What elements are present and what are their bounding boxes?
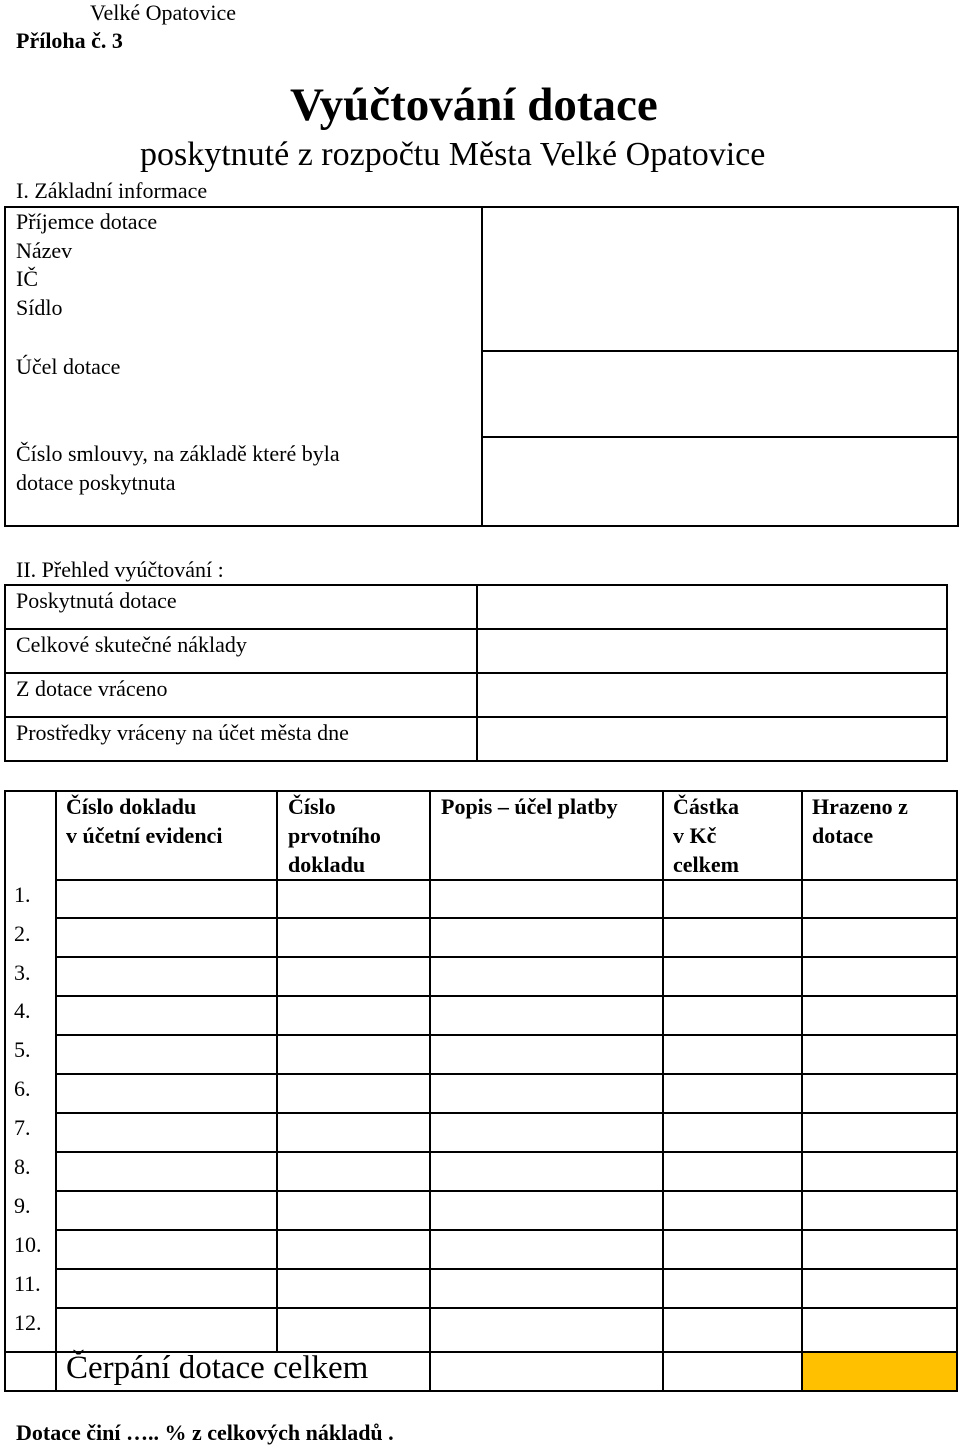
row-number: 8.: [14, 1154, 31, 1179]
id-label: IČ: [16, 266, 38, 291]
contract-label-line1: Číslo smlouvy, na základě které byla: [16, 441, 340, 466]
row-number: 10.: [14, 1232, 42, 1257]
seat-label: Sídlo: [16, 295, 63, 320]
row-number: 6.: [14, 1076, 31, 1101]
page-subtitle: poskytnuté z rozpočtu Města Velké Opatovice: [140, 136, 766, 173]
overview-row-label: Prostředky vráceny na účet města dne: [16, 720, 349, 745]
returned-amount-field[interactable]: [479, 675, 944, 715]
row-number: 12.: [14, 1310, 42, 1335]
col-paid-header-line2: dotace: [812, 823, 874, 848]
town-name: Velké Opatovice: [90, 0, 236, 25]
row-number: 1.: [14, 882, 31, 907]
provided-subsidy-field[interactable]: [479, 587, 944, 627]
row-number: 9.: [14, 1193, 31, 1218]
row-number: 2.: [14, 921, 31, 946]
row-number: 11.: [14, 1271, 41, 1296]
total-costs-field[interactable]: [479, 631, 944, 671]
row-number: 4.: [14, 998, 31, 1023]
col-amount-header-line2: v Kč: [673, 823, 717, 848]
purpose-value-field[interactable]: [484, 353, 954, 435]
return-date-field[interactable]: [479, 719, 944, 759]
contract-label-line2: dotace poskytnuta: [16, 470, 176, 495]
total-highlight-cell: [803, 1353, 956, 1391]
col-primary-doc-header: Číslo: [288, 794, 336, 819]
col-paid-header: Hrazeno z: [812, 794, 908, 819]
col-doc-number-header: Číslo dokladu: [66, 794, 197, 819]
col-primary-doc-header-line2: prvotního: [288, 823, 381, 848]
overview-row-label: Celkové skutečné náklady: [16, 632, 247, 657]
recipient-value-field[interactable]: [484, 209, 954, 349]
overview-row-label: Poskytnutá dotace: [16, 588, 177, 613]
annex-label: Příloha č. 3: [16, 28, 123, 53]
row-number: 3.: [14, 960, 31, 985]
contract-value-field[interactable]: [484, 439, 954, 524]
row-number: 7.: [14, 1115, 31, 1140]
section1-heading: I. Základní informace: [16, 178, 208, 203]
row-number: 5.: [14, 1037, 31, 1062]
col-amount-header: Částka: [673, 794, 740, 819]
col-doc-number-header-line2: v účetní evidenci: [66, 823, 223, 848]
section2-heading: II. Přehled vyúčtování :: [16, 557, 224, 582]
total-label: Čerpání dotace celkem: [66, 1350, 369, 1386]
name-label: Název: [16, 238, 73, 263]
recipient-heading: Příjemce dotace: [16, 209, 158, 234]
col-primary-doc-header-line3: dokladu: [288, 852, 366, 877]
footer-percentage-text: Dotace činí ….. % z celkových nákladů .: [16, 1420, 394, 1445]
overview-row-label: Z dotace vráceno: [16, 676, 168, 701]
purpose-label: Účel dotace: [16, 354, 121, 379]
page-title: Vyúčtování dotace: [290, 79, 658, 131]
col-description-header: Popis – účel platby: [441, 794, 618, 819]
col-amount-header-line3: celkem: [673, 852, 739, 877]
